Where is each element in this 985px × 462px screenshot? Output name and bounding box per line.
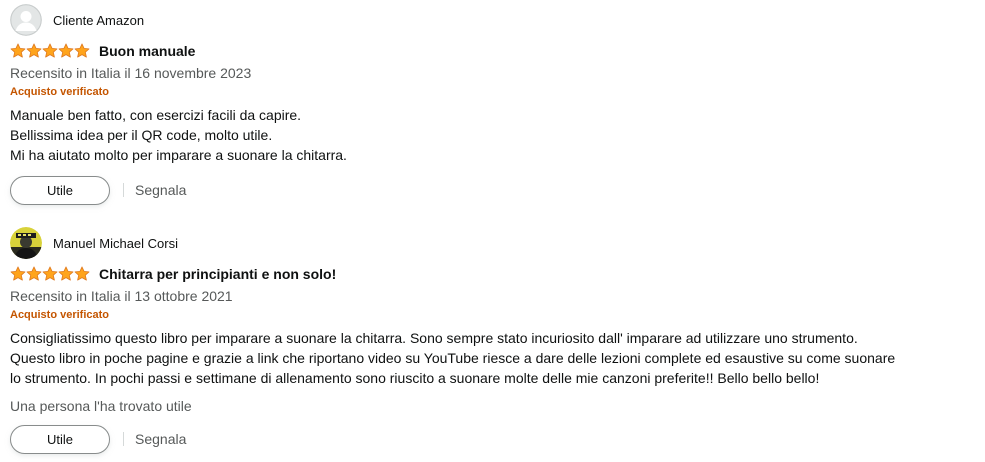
star-icon [42, 43, 58, 59]
star-rating[interactable] [10, 43, 90, 59]
action-divider [123, 183, 124, 197]
star-rating[interactable] [10, 266, 90, 282]
review-title[interactable]: Buon manuale [99, 43, 196, 59]
review-date: Recensito in Italia il 13 ottobre 2021 [10, 288, 233, 304]
review-body-line: Questo libro in poche pagine e grazie a link che riportano video su YouTube riesce a dare delle lezioni complete ed esaustive su come suonare [10, 350, 896, 366]
review-header [10, 265, 970, 283]
review-title[interactable]: Chitarra per principianti e non solo! [99, 266, 337, 282]
helpful-button[interactable]: Utile [10, 425, 110, 454]
review-body-line: Mi ha aiutato molto per imparare a suonare la chitarra. [10, 147, 347, 163]
user-avatar-icon [10, 227, 42, 259]
action-divider [123, 432, 124, 446]
star-icon [58, 266, 74, 282]
star-icon [74, 266, 90, 282]
review-card [10, 227, 970, 454]
review-date: Recensito in Italia il 16 novembre 2023 [10, 65, 252, 81]
review-body-line: Bellissima idea per il QR code, molto utile. [10, 127, 273, 143]
star-icon [26, 43, 42, 59]
verified-purchase-badge: Acquisto verificato [10, 309, 110, 321]
reviewer-profile[interactable] [10, 227, 970, 259]
helpful-count: Una persona l'ha trovato utile [10, 398, 192, 414]
report-link[interactable]: Segnala [135, 182, 187, 198]
star-icon [26, 266, 42, 282]
star-icon [58, 43, 74, 59]
reviewer-profile[interactable] [10, 4, 970, 36]
review-body-line: Consigliatissimo questo libro per imparare a suonare la chitarra. Sono sempre stato incuriosito dall' imparare ad utilizzare uno strumento. [10, 330, 858, 346]
star-icon [10, 266, 26, 282]
review-actions [10, 175, 970, 205]
verified-purchase-badge: Acquisto verificato [10, 86, 110, 98]
default-avatar-icon [10, 4, 42, 36]
helpful-button[interactable]: Utile [10, 176, 110, 205]
review-header [10, 42, 970, 60]
review-body [10, 105, 970, 165]
star-icon [74, 43, 90, 59]
review-card [10, 4, 970, 205]
review-actions [10, 424, 970, 454]
star-icon [10, 43, 26, 59]
report-link[interactable]: Segnala [135, 431, 187, 447]
review-body [10, 328, 970, 388]
review-body-line: Manuale ben fatto, con esercizi facili da capire. [10, 107, 302, 123]
review-body-line: lo strumento. In pochi passi e settimane di allenamento sono riuscito a suonare molte delle mie canzoni preferite!! Bello bello bello! [10, 370, 820, 386]
star-icon [42, 266, 58, 282]
reviewer-name: Manuel Michael Corsi [53, 235, 178, 251]
reviewer-name: Cliente Amazon [53, 12, 145, 28]
